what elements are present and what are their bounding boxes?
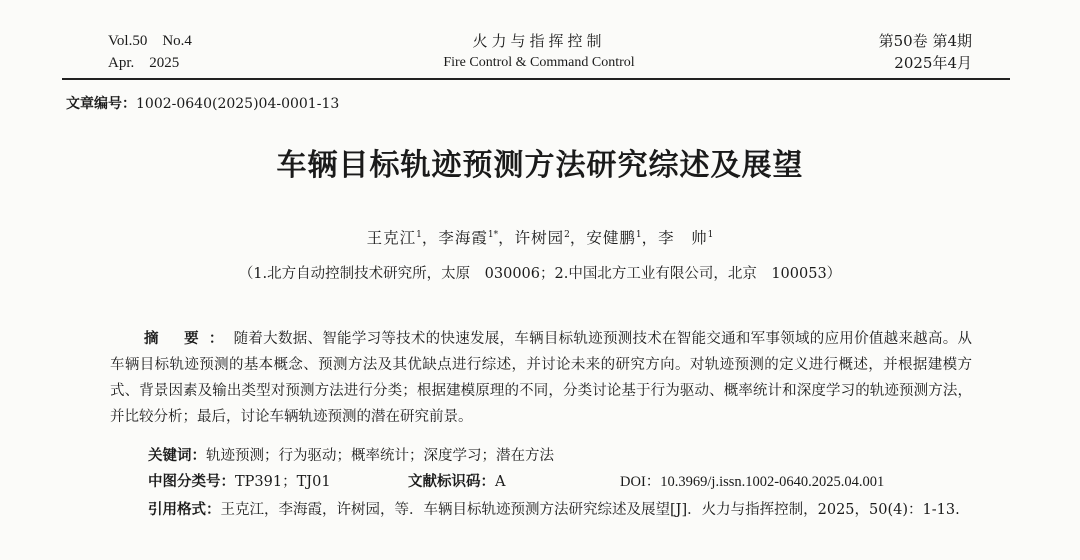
author-name: 许树园	[514, 229, 565, 247]
keywords-label: 关键词：	[148, 448, 206, 464]
author-name: 王克江	[366, 229, 417, 247]
citation-format	[110, 496, 972, 524]
document-code-value: A	[495, 474, 506, 490]
document-code-label: 文献标识码：	[408, 474, 495, 490]
journal-volume-info	[108, 30, 192, 74]
issue-cn: 第50卷 第4期	[878, 32, 972, 50]
article-number-value: 1002-0640(2025)04-0001-13	[136, 96, 340, 112]
author-affiliation-mark: 1	[635, 230, 642, 240]
document-code	[408, 470, 505, 491]
abstract-label: 摘 要：	[144, 331, 234, 347]
author-affiliation-mark: 2	[564, 230, 570, 240]
clc-value: TP391；TJ01	[235, 474, 331, 490]
doi-value: 10.3969/j.issn.1002-0640.2025.04.001	[660, 474, 885, 490]
citation-label: 引用格式：	[148, 502, 221, 518]
abstract-paragraph	[110, 326, 972, 430]
doi-label: DOI：	[620, 474, 661, 490]
author-affiliation-mark: 1*	[487, 230, 499, 240]
journal-issue-info	[879, 30, 972, 74]
author-affiliations: （1.北方自动控制技术研究所，太原 030006；2.中国北方工业有限公司，北京 100053）	[238, 266, 842, 282]
publication-date-cn: 2025年4月	[894, 54, 972, 72]
keywords-line	[148, 444, 554, 465]
article-number-label: 文章编号：	[66, 96, 136, 112]
author-name: 李 帅	[658, 229, 708, 247]
paper-title: 车辆目标轨迹预测方法研究综述及展望	[276, 148, 804, 183]
clc-number	[148, 470, 331, 491]
journal-name	[380, 30, 698, 74]
abstract-text: 随着大数据、智能学习等技术的快速发展，车辆目标轨迹预测技术在智能交通和军事领域的应用价值越来越高。从车辆目标轨迹预测的基本概念、预测方法及其优缺点进行综述，并讨论未来的研究方向。对轨迹预测的定义进行概述，并根据建模方式、背景因素及输出类型对预测方法进行分类；根据建模原理的不同，分类讨论基于行为驱动、概率统计和深度学习的轨迹预测方法，并比较分析；最后，讨论车辆轨迹预测的潜在研究前景。	[110, 331, 972, 425]
author-list: 王克江$^1$，李海霞$^{1*}$，许树园$^2$，安健鹏$^1$，李 帅$^1$	[366, 229, 714, 247]
citation-paragraph	[110, 496, 972, 524]
publication-date-en: Apr. 2025	[108, 55, 180, 71]
doi	[620, 470, 884, 491]
header-divider	[62, 78, 1010, 80]
citation-text: 王克江，李海霞，许树园，等．车辆目标轨迹预测方法研究综述及展望[J]．火力与指挥控制，2025，50(4)：1-13.	[220, 502, 960, 518]
clc-label: 中图分类号：	[148, 474, 235, 490]
author-affiliation-mark: 1	[707, 230, 714, 240]
author-name: 安健鹏	[586, 229, 636, 247]
volume-number: Vol.50 No.4	[108, 33, 192, 49]
journal-name-cn: 火力与指挥控制	[472, 32, 606, 50]
article-number	[66, 93, 339, 113]
abstract-section	[110, 326, 972, 430]
keywords-value: 轨迹预测；行为驱动；概率统计；深度学习；潜在方法	[206, 448, 554, 464]
journal-name-en: Fire Control & Command Control	[443, 55, 635, 70]
author-name: 李海霞	[438, 229, 488, 247]
author-affiliation-mark: 1	[416, 230, 422, 240]
